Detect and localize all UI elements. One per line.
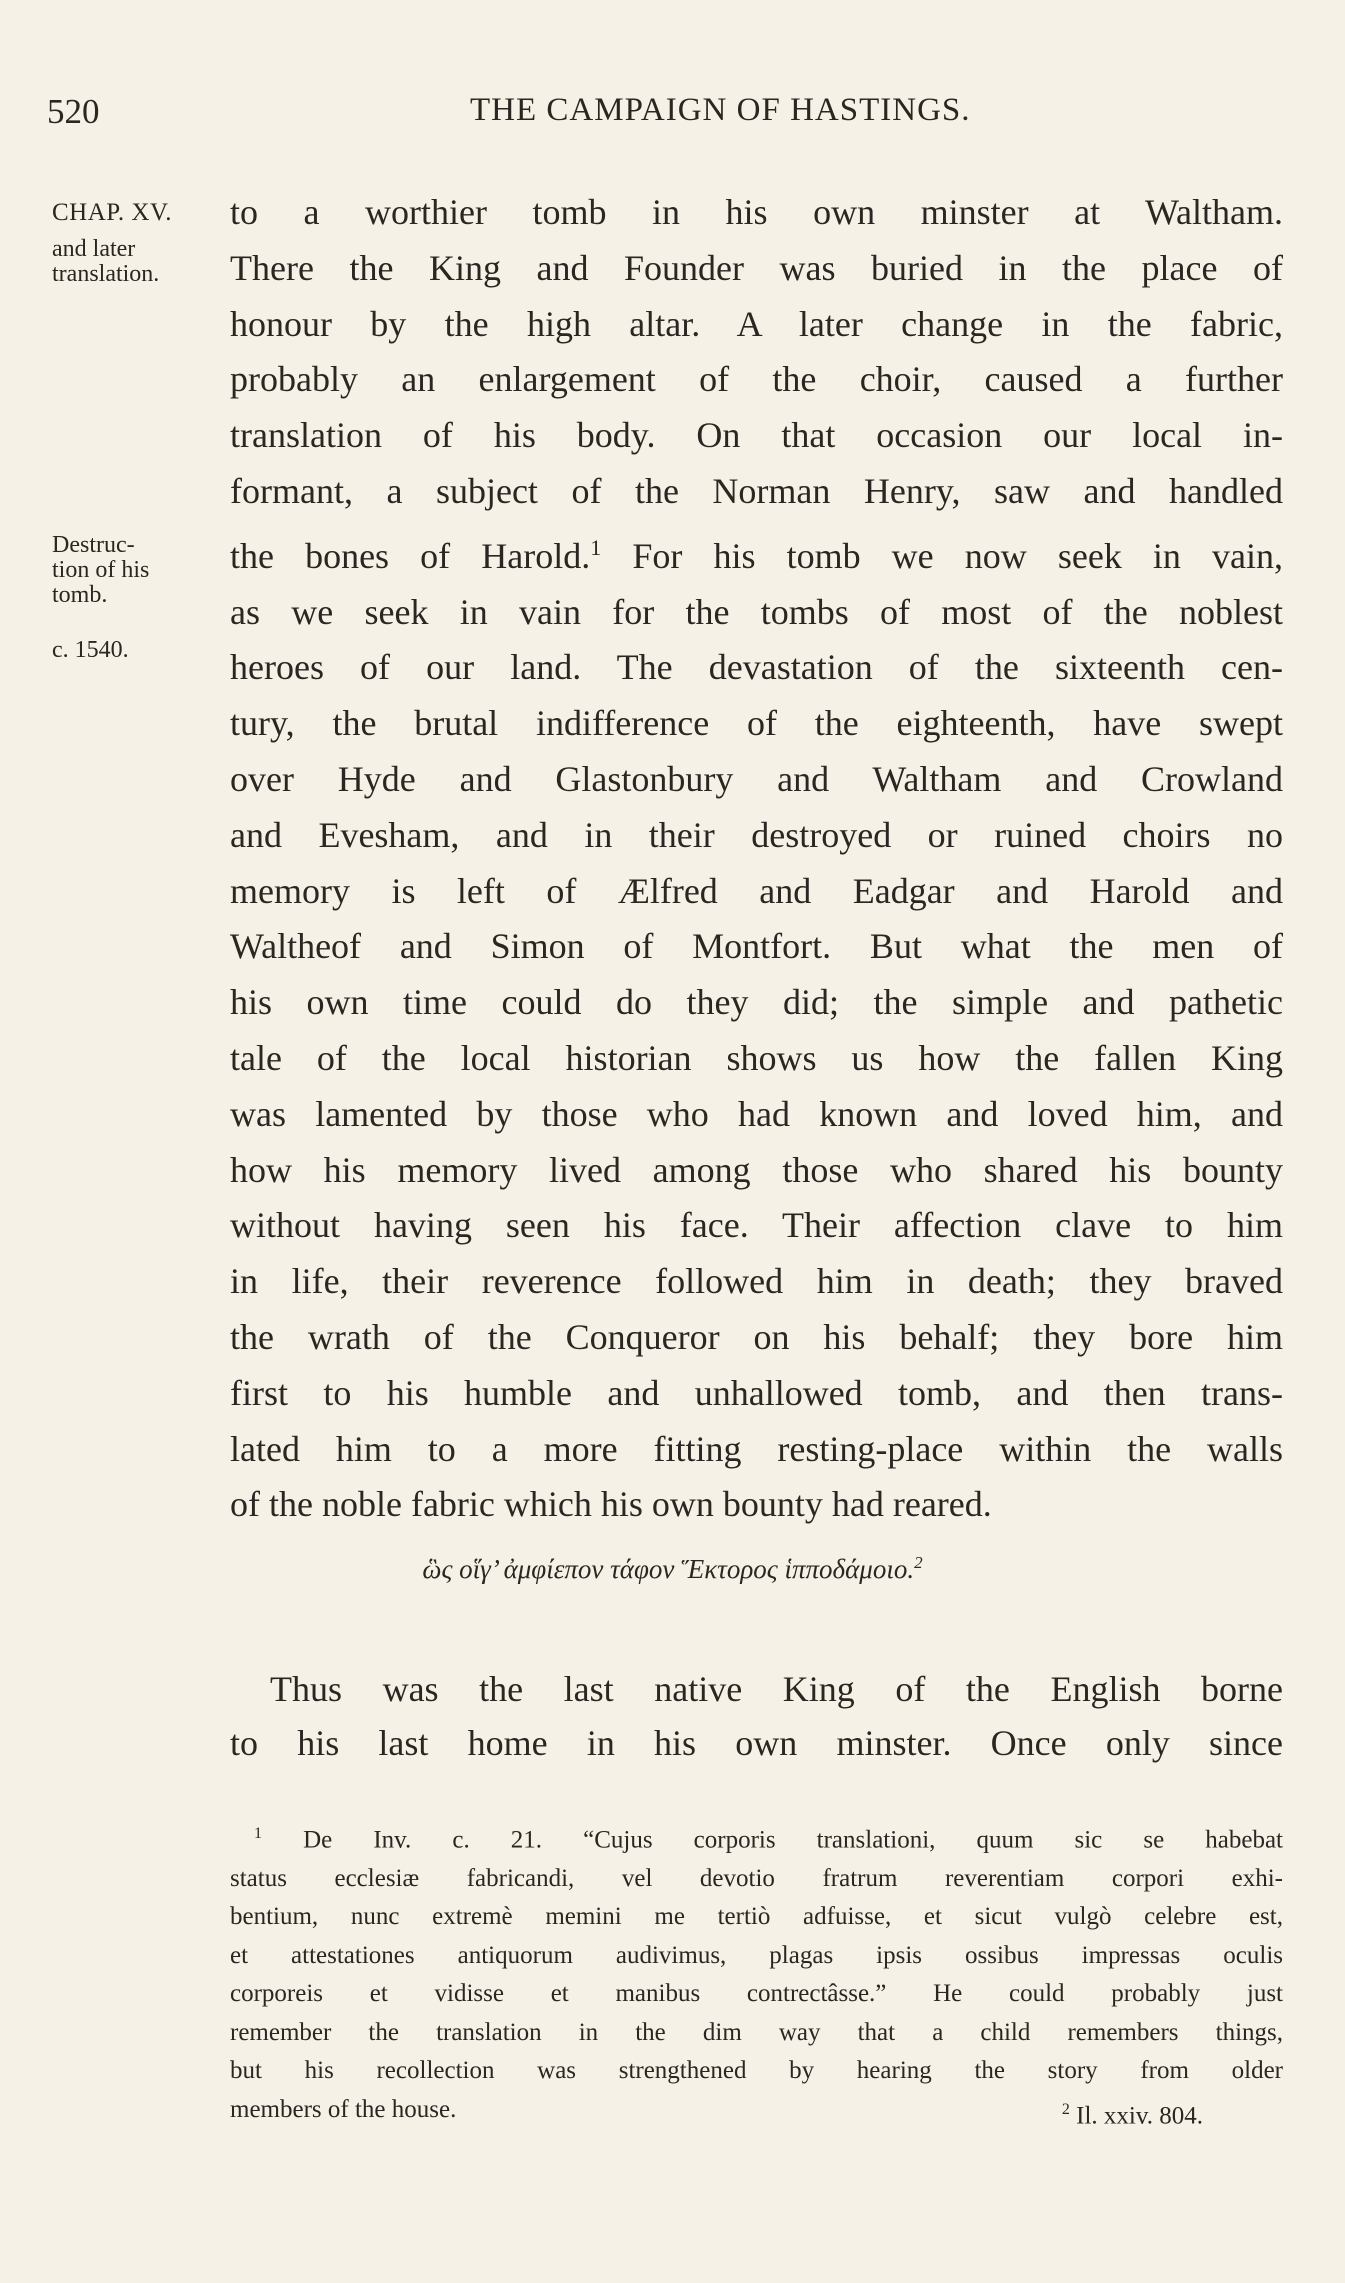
footnote-line: status ecclesiæ fabricandi, vel devotio fratrum reverentiam corpori exhi- [230, 1864, 1283, 1892]
body-line: first to his humble and unhallowed tomb, and then trans- [230, 1372, 1283, 1413]
body-line: probably an enlargement of the choir, caused a further [230, 359, 1283, 400]
body-line: and Evesham, and in their destroyed or ruined choirs no [230, 814, 1283, 855]
footnote-last-row [230, 2091, 1283, 2136]
footnote-text: De Inv. c. 21. “Cujus corporis translationi, quum sic se habebat [303, 1826, 1283, 1854]
body-line: the wrath of the Conqueror on his behalf; they bore him [230, 1316, 1283, 1357]
chapter-margin-note [52, 200, 172, 225]
body-line: heroes of our land. The devastation of the sixteenth cen- [230, 647, 1283, 688]
body-line: lated him to a more fitting resting-place within the walls [230, 1428, 1283, 1469]
margin-line: Destruc- [52, 532, 135, 558]
body-line: in life, their reverence followed him in death; they braved [230, 1261, 1283, 1302]
footnote-reference-1: 1 [590, 534, 602, 560]
footnote-2 [1062, 2091, 1283, 2136]
closing-line: Thus was the last native King of the English borne [270, 1669, 1283, 1709]
destruction-margin-note [52, 533, 149, 608]
body-line: honour by the high altar. A later change in the fabric, [230, 303, 1283, 344]
footnote-line: but his recollection was strengthened by hearing the story from older [230, 2057, 1283, 2085]
running-title: THE CAMPAIGN OF HASTINGS. [470, 92, 971, 128]
footnote-mark-2: 2 [1061, 2100, 1070, 2118]
footnote-line: bentium, nunc extremè memini me tertiò adfuisse, et sicut vulgò celebre est, [230, 1903, 1283, 1931]
body-line: how his memory lived among those who shared his bounty [230, 1149, 1283, 1190]
footnote-line: remember the translation in the dim way that a child remembers things, [230, 2018, 1283, 2046]
verse-text: ὣς οἵγ’ ἀμφίεπον τάφον Ἕκτορος ἱπποδάμοιο. [422, 1554, 915, 1584]
margin-line: translation. [52, 261, 160, 287]
closing-line: to his last home in his own minster. Once only since [230, 1723, 1283, 1763]
date-margin-note: c. 1540. [52, 637, 129, 663]
body-line: to a worthier tomb in his own minster at Waltham. [230, 192, 1283, 232]
greek-verse-quotation [0, 1553, 1345, 1585]
footnote-line: corporeis et vidisse et manibus contrectâsse.” He could probably just [230, 1980, 1283, 2008]
body-line: his own time could do they did; the simple and pathetic [230, 982, 1283, 1023]
body-line: translation of his body. On that occasion our local in- [230, 415, 1283, 456]
body-line: as we seek in vain for the tombs of most of the noblest [230, 591, 1283, 632]
body-line: tury, the brutal indifference of the eighteenth, have swept [230, 703, 1283, 744]
translation-margin-note [52, 237, 159, 287]
body-line: of the noble fabric which his own bounty had reared. [230, 1484, 992, 1525]
body-line: Waltheof and Simon of Montfort. But what the men of [230, 926, 1283, 967]
footnote-2-text: Il. xxiv. 804. [1076, 2102, 1203, 2130]
footnote-line: members of the house. [230, 2095, 457, 2123]
closing-paragraph [230, 1662, 1283, 1770]
body-line: There the King and Founder was buried in the place of [230, 247, 1283, 288]
body-line: memory is left of Ælfred and Eadgar and Harold and [230, 870, 1283, 911]
body-line-with-footnote [230, 520, 1283, 585]
footnote-line [230, 1815, 1283, 1860]
body-line: over Hyde and Glastonbury and Waltham and Crowland [230, 758, 1283, 799]
body-text [230, 185, 1283, 1533]
body-line: tale of the local historian shows us how the fallen King [230, 1037, 1283, 1078]
margin-line: tion of his [52, 557, 150, 583]
margin-line: and later [52, 236, 136, 262]
chapter-label: CHAP. XV. [52, 199, 173, 226]
body-line-end: For his tomb we now seek in vain, [632, 535, 1283, 576]
footnote-line: et attestationes antiquorum audivimus, plagas ipsis ossibus impressas oculis [230, 1941, 1283, 1969]
body-line: was lamented by those who had known and loved him, and [230, 1093, 1283, 1134]
body-line: without having seen his face. Their affection clave to him [230, 1205, 1283, 1246]
running-head [0, 92, 1345, 140]
margin-line: tomb. [52, 582, 108, 608]
body-line: formant, a subject of the Norman Henry, saw and handled [230, 470, 1283, 511]
page-number: 520 [47, 92, 100, 131]
footnotes [230, 1815, 1283, 2136]
footnote-reference-2: 2 [914, 1553, 923, 1572]
body-line-start: the bones of Harold. [230, 535, 591, 576]
footnote-mark-1: 1 [254, 1825, 262, 1842]
